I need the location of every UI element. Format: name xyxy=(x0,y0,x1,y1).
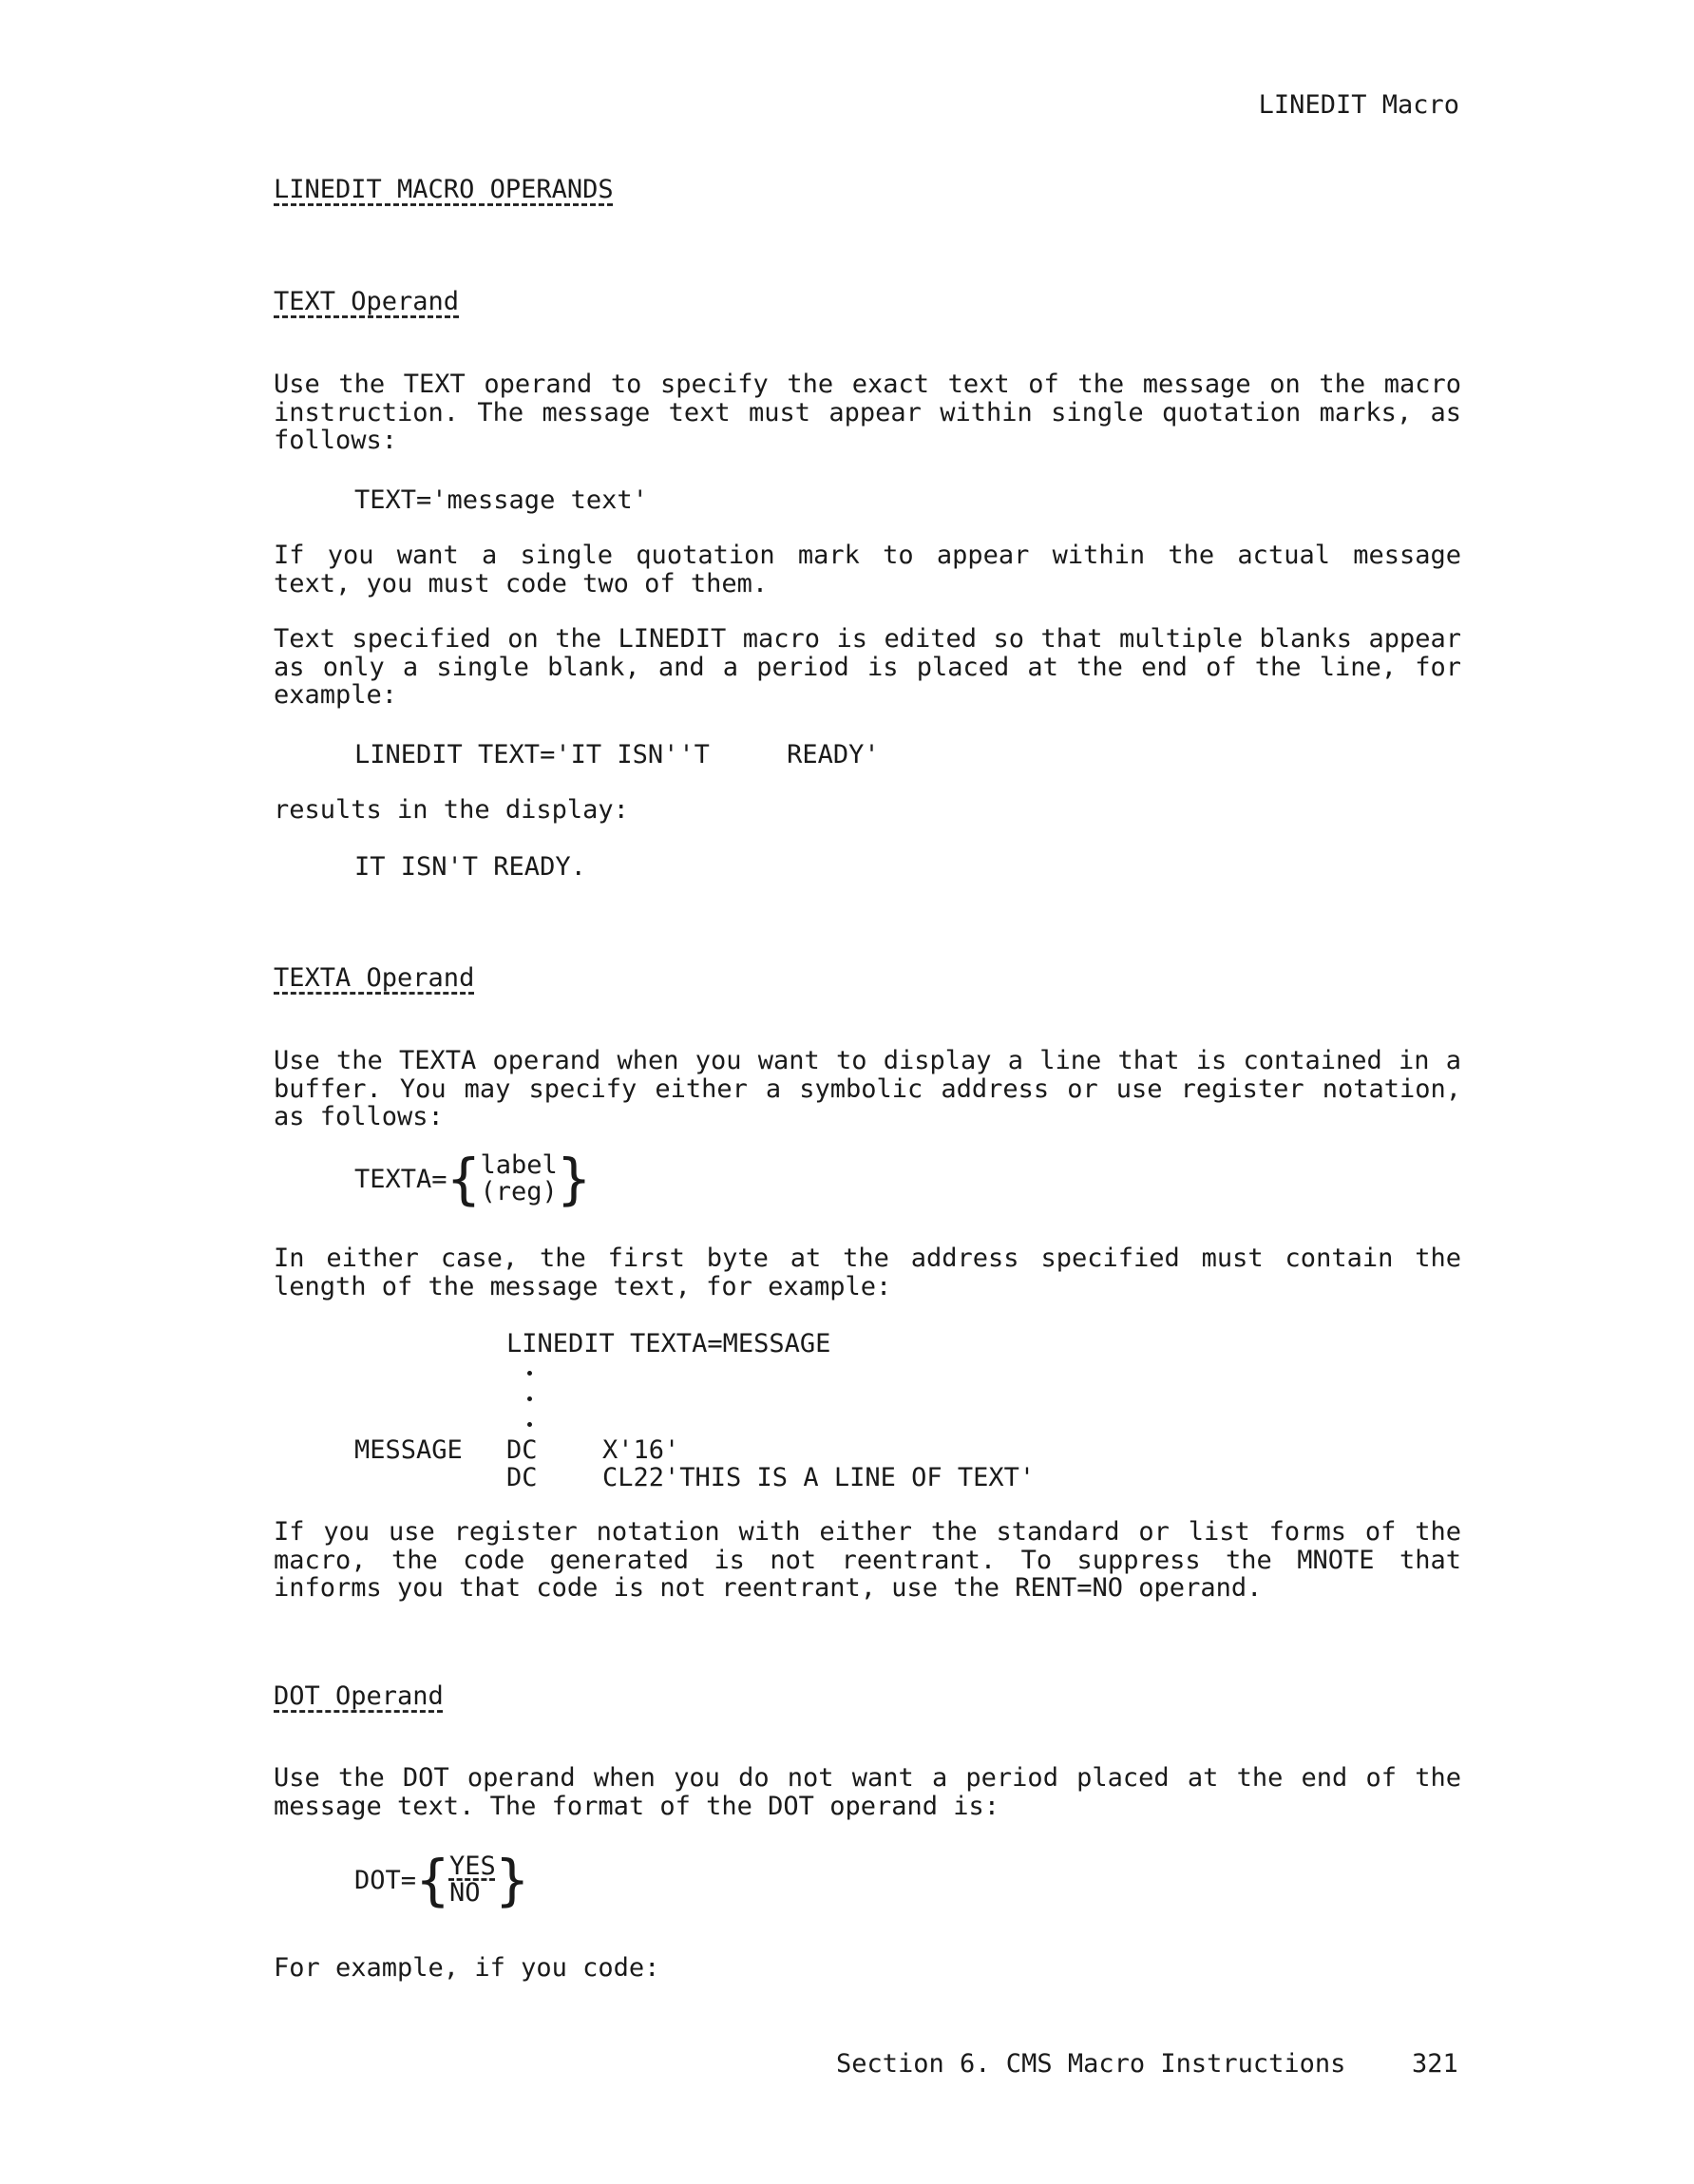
section-title: LINEDIT MACRO OPERANDS xyxy=(274,175,614,204)
dot-operand-paragraph-2: For example, if you code: xyxy=(274,1953,660,1983)
example-label: MESSAGE xyxy=(354,1435,463,1465)
ellipsis-dot xyxy=(527,1396,532,1401)
texta-operand-heading: TEXTA Operand xyxy=(274,963,475,993)
dot-operand-paragraph-1: Use the DOT operand when you do not want a period placed at the end of the message text. The format of the DOT operand is: xyxy=(274,1763,1461,1821)
texta-operand-paragraph-2: In either case, the first byte at the address specified must contain the length of the message text, for example: xyxy=(274,1244,1461,1301)
right-brace: } xyxy=(495,1848,529,1912)
dot-operand-heading: DOT Operand xyxy=(274,1681,444,1711)
page-number: 321 xyxy=(1412,2049,1458,2079)
text-operand-code-1: TEXT='message text' xyxy=(354,485,648,515)
ellipsis-dot xyxy=(527,1422,532,1427)
dot-option-yes: YES xyxy=(448,1852,496,1881)
ellipsis-dot xyxy=(527,1371,532,1376)
example-op-2: DC xyxy=(506,1463,538,1492)
running-header: LINEDIT Macro xyxy=(1258,90,1459,120)
dot-option-no: NO xyxy=(448,1878,481,1908)
example-value-1: X'16' xyxy=(602,1435,680,1465)
text-operand-code-3: IT ISN'T READY. xyxy=(354,852,586,882)
texta-format xyxy=(354,1147,591,1211)
texta-option-reg: (reg) xyxy=(480,1177,558,1206)
dot-format-prefix: DOT= xyxy=(354,1865,417,1895)
texta-operand-paragraph-1: Use the TEXTA operand when you want to display a line that is contained in a buffer. You may specify either a symbolic address or use register notation, as follows: xyxy=(274,1046,1461,1131)
dot-format xyxy=(354,1848,529,1912)
dot-option-list xyxy=(449,1853,496,1907)
text-operand-heading: TEXT Operand xyxy=(274,287,460,316)
text-operand-paragraph-2: If you want a single quotation mark to appear within the actual message text, you must code two of them. xyxy=(274,541,1461,598)
example-value-2: CL22'THIS IS A LINE OF TEXT' xyxy=(602,1463,1036,1492)
texta-option-list xyxy=(480,1152,557,1206)
text-operand-paragraph-4: results in the display: xyxy=(274,795,629,825)
texta-operand-paragraph-3: If you use register notation with either the standard or list forms of the macro, the code generated is not reentrant. To suppress the MNOTE that informs you that code is not reentrant, use the RENT=NO operand. xyxy=(274,1517,1461,1603)
example-linedit-line: LINEDIT TEXTA=MESSAGE xyxy=(506,1329,831,1358)
left-brace: { xyxy=(447,1147,481,1211)
left-brace: { xyxy=(416,1848,449,1912)
example-op-1: DC xyxy=(506,1435,538,1465)
text-operand-code-2: LINEDIT TEXT='IT ISN''T READY' xyxy=(354,740,880,769)
texta-option-label: label xyxy=(480,1150,558,1180)
footer-section: Section 6. CMS Macro Instructions xyxy=(836,2049,1346,2079)
text-operand-paragraph-3: Text specified on the LINEDIT macro is edited so that multiple blanks appear as only a single blank, and a period is placed at the end of the line, for example: xyxy=(274,624,1461,710)
right-brace: } xyxy=(557,1147,591,1211)
text-operand-paragraph-1: Use the TEXT operand to specify the exact text of the message on the macro instruction. The message text must appear within single quotation marks, as follows: xyxy=(274,370,1461,455)
texta-format-prefix: TEXTA= xyxy=(354,1164,447,1194)
